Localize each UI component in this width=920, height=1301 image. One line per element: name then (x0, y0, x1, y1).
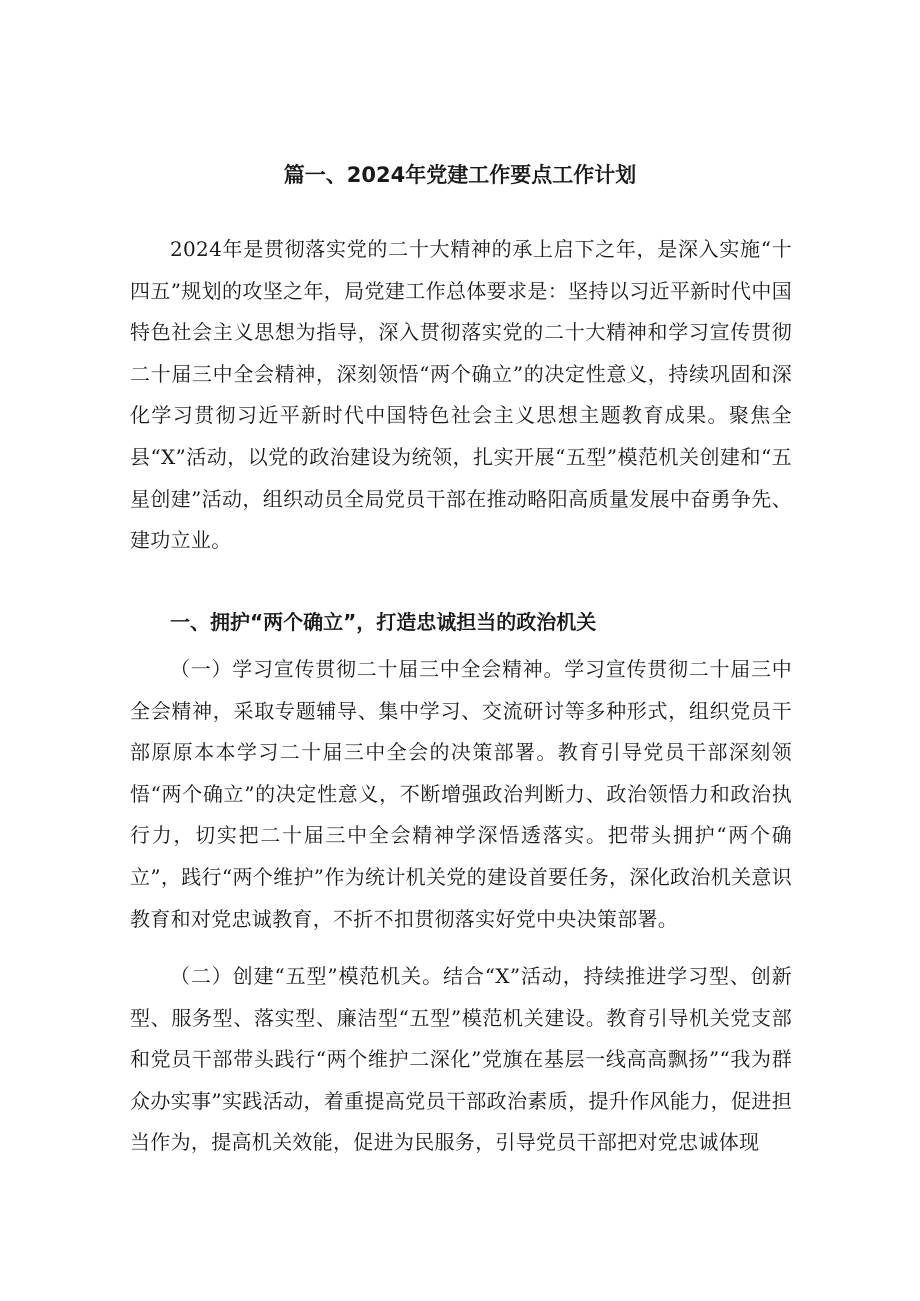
section-paragraph-2: （二）创建“五型”模范机关。结合“X”活动，持续推进学习型、创新型、服务型、落实型、廉洁型“五型”模范机关建设。教育引导机关党支部和党员干部带头践行“两个维护二深化”党旗在基层一线高高飘扬”“我为群众办实事”实践活动，着重提高党员干部政治素质，提升作风能力，促进担当作为，提高机关效能，促进为民服务，引导党员干部把对党忠诚体现 (130, 964, 792, 1155)
document-title: 篇一、2024年党建工作要点工作计划 (283, 163, 637, 187)
section-paragraph-1: （一）学习宣传贯彻二十届三中全会精神。学习宣传贯彻二十届三中全会精神，采取专题辅导、集中学习、交流研讨等多种形式，组织党员干部原原本本学习二十届三中全会的决策部署。教育引导党员干部深刻领悟“两个确立”的决定性意义，不断增强政治判断力、政治领悟力和政治执行力，切实把二十届三中全会精神学深悟透落实。把带头拥护“两个确立”，践行“两个维护”作为统计机关党的建设首要任务，深化政治机关意识教育和对党忠诚教育，不折不扣贯彻落实好党中央决策部署。 (130, 657, 792, 931)
intro-paragraph: 2024年是贯彻落实党的二十大精神的承上启下之年，是深入实施“十四五”规划的攻坚之年，局党建工作总体要求是：坚持以习近平新时代中国特色社会主义思想为指导，深入贯彻落实党的二十大精神和学习宣传贯彻二十届三中全会精神，深刻领悟“两个确立”的决定性意义，持续巩固和深化学习贯彻习近平新时代中国特色社会主义思想主题教育成果。聚焦全县“X”活动，以党的政治建设为统领，扎实开展“五型”模范机关创建和“五星创建”活动，组织动员全局党员干部在推动略阳高质量发展中奋勇争先、建功立业。 (130, 237, 792, 553)
section-heading: 一、拥护“两个确立”，打造忠诚担当的政治机关 (170, 610, 597, 634)
